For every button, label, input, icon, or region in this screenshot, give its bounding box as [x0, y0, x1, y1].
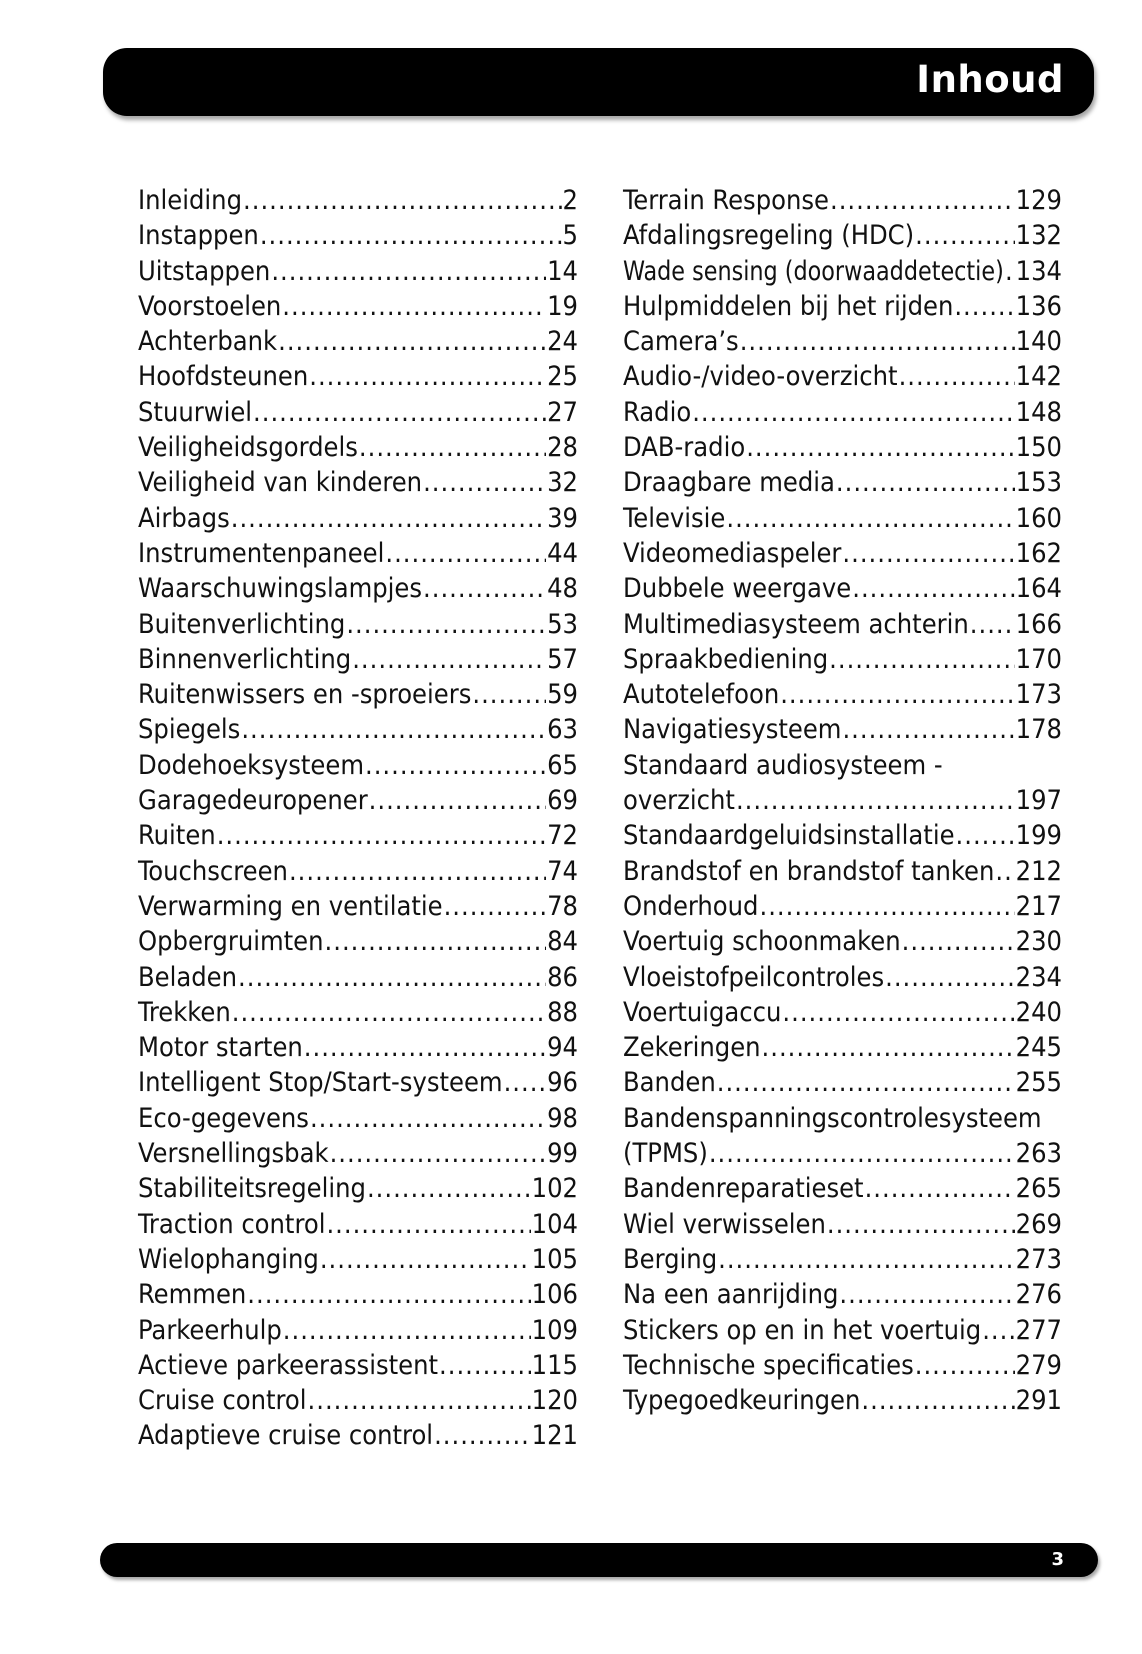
- toc-dot-leader: [346, 607, 546, 642]
- toc-entry[interactable]: [138, 1030, 578, 1065]
- toc-dot-leader: [308, 1383, 531, 1418]
- toc-entry-title: Opbergruimten: [138, 926, 324, 958]
- toc-entry-title: Camera’s: [623, 326, 739, 358]
- toc-entry-title: Hoofdsteunen: [138, 361, 309, 393]
- toc-right-column: [623, 183, 1062, 1418]
- toc-dot-leader: [217, 818, 546, 853]
- toc-entry-page: 59: [547, 679, 578, 711]
- toc-entry-title: Draagbare media: [623, 467, 835, 499]
- toc-entry-title: Terrain Response: [623, 185, 829, 216]
- toc-entry-title: Autotelefoon: [623, 679, 780, 711]
- toc-entry-title: Actieve parkeerassistent: [138, 1349, 439, 1381]
- toc-entry[interactable]: [138, 465, 578, 500]
- toc-entry[interactable]: [138, 854, 578, 889]
- toc-entry-title: Brandstof en brandstof tanken: [623, 855, 995, 887]
- toc-dot-leader: [899, 359, 1015, 394]
- toc-entry-title: Cruise control: [138, 1385, 307, 1417]
- toc-entry[interactable]: [138, 783, 578, 818]
- toc-dot-leader: [995, 854, 1014, 889]
- toc-entry[interactable]: [138, 748, 578, 783]
- toc-entry-title: Wade sensing (doorwaaddetectie): [623, 255, 1004, 287]
- toc-dot-leader: [330, 1136, 547, 1171]
- toc-entry[interactable]: [623, 995, 1062, 1030]
- toc-dot-leader: [709, 1136, 1015, 1171]
- toc-entry-page: 94: [547, 1032, 578, 1064]
- toc-entry-page: 99: [547, 1138, 578, 1170]
- toc-entry[interactable]: [623, 1242, 1062, 1277]
- toc-entry[interactable]: [138, 1348, 578, 1383]
- toc-entry-page: 2: [562, 185, 578, 216]
- toc-dot-leader: [842, 712, 1014, 747]
- toc-entry-title: Typegoedkeuringen: [623, 1385, 861, 1417]
- toc-entry-page: 212: [1015, 855, 1062, 887]
- toc-entry-title: Hulpmiddelen bij het rijden: [623, 290, 954, 322]
- toc-dot-leader: [310, 1101, 546, 1136]
- toc-entry[interactable]: [623, 1136, 1062, 1171]
- toc-entry[interactable]: [138, 960, 578, 995]
- toc-dot-leader: [423, 465, 546, 500]
- toc-entry-page: 178: [1015, 714, 1062, 746]
- toc-entry[interactable]: [623, 889, 1062, 924]
- toc-dot-leader: [253, 395, 546, 430]
- toc-entry[interactable]: [138, 1171, 578, 1206]
- toc-entry[interactable]: [138, 395, 578, 430]
- toc-dot-leader: [780, 677, 1014, 712]
- header-bar: [103, 48, 1094, 116]
- toc-entry-title: Videomediaspeler: [623, 537, 842, 569]
- toc-entry-page: 88: [547, 996, 578, 1028]
- toc-entry-page: 245: [1015, 1032, 1062, 1064]
- toc-dot-leader: [829, 642, 1015, 677]
- toc-entry-page: 153: [1015, 467, 1062, 499]
- toc-entry[interactable]: [623, 395, 1062, 430]
- toc-dot-leader: [915, 218, 1015, 253]
- toc-entry[interactable]: [623, 465, 1062, 500]
- toc-entry-page: 32: [547, 467, 578, 499]
- toc-entry[interactable]: [623, 536, 1062, 571]
- toc-entry[interactable]: [138, 818, 578, 853]
- toc-entry-title: Navigatiesysteem: [623, 714, 842, 746]
- toc-entry[interactable]: [138, 183, 578, 218]
- toc-entry-page: 14: [547, 255, 578, 287]
- toc-entry-page: 5: [562, 220, 578, 252]
- toc-entry[interactable]: [623, 218, 1062, 253]
- toc-entry-title: Touchscreen: [138, 855, 288, 887]
- toc-entry[interactable]: [623, 783, 1062, 818]
- toc-dot-leader: [326, 1207, 530, 1242]
- toc-entry-title: Uitstappen: [138, 255, 271, 287]
- toc-entry-page: 129: [1015, 185, 1062, 216]
- toc-entry-page: 115: [531, 1349, 578, 1381]
- toc-entry[interactable]: [138, 218, 578, 253]
- toc-dot-leader: [352, 642, 546, 677]
- toc-entry-title: Berging: [623, 1243, 718, 1275]
- toc-entry-page: 230: [1015, 926, 1062, 958]
- toc-entry-title: Wielophanging: [138, 1243, 319, 1275]
- toc-entry-page: 148: [1015, 396, 1062, 428]
- toc-entry-page: 255: [1015, 1067, 1062, 1099]
- toc-dot-leader: [472, 677, 546, 712]
- page-title: Inhoud: [916, 58, 1064, 101]
- toc-entry-title: Trekken: [138, 996, 231, 1028]
- toc-entry[interactable]: [623, 324, 1062, 359]
- toc-entry-page: 273: [1015, 1243, 1062, 1275]
- toc-entry-page: 217: [1015, 890, 1062, 922]
- toc-entry[interactable]: [138, 324, 578, 359]
- toc-entry-page: 72: [547, 820, 578, 852]
- toc-entry-page: 240: [1015, 996, 1062, 1028]
- toc-entry-title: Adaptieve cruise control: [138, 1420, 434, 1452]
- toc-entry-page: 104: [531, 1208, 578, 1240]
- toc-entry-title: Standaard audiosysteem -: [623, 749, 943, 781]
- toc-entry-page: 140: [1015, 326, 1062, 358]
- toc-dot-leader: [865, 1171, 1015, 1206]
- toc-entry[interactable]: [138, 501, 578, 536]
- toc-entry[interactable]: [138, 536, 578, 571]
- toc-entry[interactable]: [138, 1136, 578, 1171]
- toc-entry[interactable]: [623, 818, 1062, 853]
- toc-entry-page: 98: [547, 1102, 578, 1134]
- toc-entry-page: 234: [1015, 961, 1062, 993]
- toc-entry[interactable]: [623, 1348, 1062, 1383]
- toc-dot-leader: [782, 995, 1014, 1030]
- toc-dot-leader: [309, 359, 546, 394]
- toc-dot-leader: [385, 536, 546, 571]
- toc-dot-leader: [717, 1065, 1015, 1100]
- toc-entry-page: 28: [547, 432, 578, 464]
- toc-entry-page: 86: [547, 961, 578, 993]
- toc-entry-title: Remmen: [138, 1279, 247, 1311]
- toc-entry[interactable]: [138, 642, 578, 677]
- toc-entry-title: Versnellingsbak: [138, 1138, 329, 1170]
- toc-entry-page: 160: [1015, 502, 1062, 534]
- toc-entry[interactable]: [623, 1313, 1062, 1348]
- toc-entry-title: Veiligheid van kinderen: [138, 467, 423, 499]
- toc-entry-title: Inleiding: [138, 185, 243, 216]
- toc-entry[interactable]: [138, 677, 578, 712]
- toc-dot-leader: [260, 218, 562, 253]
- toc-entry[interactable]: [138, 712, 578, 747]
- toc-entry-title: Veiligheidsgordels: [138, 432, 358, 464]
- toc-dot-leader: [320, 1242, 531, 1277]
- toc-entry[interactable]: [138, 1101, 578, 1136]
- toc-entry-title: Voorstoelen: [138, 290, 282, 322]
- toc-entry[interactable]: [623, 1207, 1062, 1242]
- toc-entry[interactable]: [138, 571, 578, 606]
- toc-dot-leader: [861, 1383, 1014, 1418]
- toc-entry-title: Standaardgeluidsinstallatie: [623, 820, 955, 852]
- toc-entry[interactable]: [623, 183, 1062, 218]
- toc-entry-title: Dodehoeksysteem: [138, 749, 364, 781]
- toc-entry-page: 24: [547, 326, 578, 358]
- toc-entry[interactable]: [623, 254, 1062, 289]
- toc-entry[interactable]: [138, 430, 578, 465]
- toc-entry-title: Televisie: [623, 502, 726, 534]
- toc-entry[interactable]: [623, 1065, 1062, 1100]
- toc-entry-page: 170: [1015, 643, 1062, 675]
- toc-entry[interactable]: [138, 1383, 578, 1418]
- toc-entry[interactable]: [138, 1242, 578, 1277]
- toc-dot-leader: [827, 1207, 1015, 1242]
- toc-entry-page: 53: [547, 608, 578, 640]
- toc-entry-title: Traction control: [138, 1208, 326, 1240]
- toc-dot-leader: [282, 289, 546, 324]
- toc-entry-page: 291: [1015, 1385, 1062, 1417]
- toc-entry[interactable]: [623, 1101, 1062, 1136]
- toc-dot-leader: [238, 960, 546, 995]
- toc-dot-leader: [278, 324, 546, 359]
- toc-entry-title: Stuurwiel: [138, 396, 253, 428]
- toc-entry[interactable]: [623, 359, 1062, 394]
- toc-entry-title: Spiegels: [138, 714, 241, 746]
- toc-entry[interactable]: [138, 1277, 578, 1312]
- toc-entry[interactable]: [138, 889, 578, 924]
- toc-dot-leader: [982, 1313, 1014, 1348]
- toc-dot-leader: [830, 183, 1015, 218]
- toc-entry-title: Zekeringen: [623, 1032, 761, 1064]
- toc-entry-page: 109: [531, 1314, 578, 1346]
- toc-dot-leader: [885, 960, 1015, 995]
- toc-entry-page: 84: [547, 926, 578, 958]
- toc-dot-leader: [271, 254, 546, 289]
- toc-dot-leader: [954, 289, 1014, 324]
- toc-entry-page: 44: [547, 537, 578, 569]
- toc-entry[interactable]: [623, 924, 1062, 959]
- toc-entry-page: 39: [547, 502, 578, 534]
- page-number: 3: [1051, 1549, 1064, 1570]
- toc-dot-leader: [365, 748, 546, 783]
- toc-entry-page: 57: [547, 643, 578, 675]
- toc-entry-title: Vloeistofpeilcontroles: [623, 961, 885, 993]
- toc-entry[interactable]: [138, 1313, 578, 1348]
- toc-entry-page: 263: [1015, 1138, 1062, 1170]
- toc-dot-leader: [726, 501, 1014, 536]
- toc-entry-title: Stickers op en in het voertuig: [623, 1314, 982, 1346]
- toc-dot-leader: [759, 889, 1014, 924]
- toc-entry[interactable]: [138, 1065, 578, 1100]
- toc-entry-page: 63: [547, 714, 578, 746]
- toc-entry-title: Bandenreparatieset: [623, 1173, 864, 1205]
- toc-dot-leader: [692, 395, 1014, 430]
- toc-entry-title: Radio: [623, 396, 692, 428]
- toc-entry-page: 279: [1015, 1349, 1062, 1381]
- toc-entry-title: Multimediasysteem achterin: [623, 608, 969, 640]
- toc-entry[interactable]: [623, 1383, 1062, 1418]
- toc-entry-page: 105: [531, 1243, 578, 1275]
- toc-entry-page: 265: [1015, 1173, 1062, 1205]
- toc-entry[interactable]: [623, 1171, 1062, 1206]
- toc-entry-page: 162: [1015, 537, 1062, 569]
- toc-entry-title: Parkeerhulp: [138, 1314, 282, 1346]
- toc-dot-leader: [325, 924, 547, 959]
- toc-entry[interactable]: [623, 854, 1062, 889]
- toc-entry[interactable]: [623, 712, 1062, 747]
- toc-entry-page: 78: [547, 890, 578, 922]
- toc-entry[interactable]: [623, 1030, 1062, 1065]
- toc-entry-page: 48: [547, 573, 578, 605]
- toc-dot-leader: [232, 995, 546, 1030]
- toc-dot-leader: [842, 536, 1014, 571]
- toc-entry[interactable]: [623, 289, 1062, 324]
- toc-entry-title: Beladen: [138, 961, 238, 993]
- toc-dot-leader: [902, 924, 1015, 959]
- toc-entry-title: (TPMS): [623, 1138, 708, 1170]
- toc-entry-page: 69: [547, 785, 578, 817]
- toc-entry-title: Verwarming en ventilatie: [138, 890, 443, 922]
- toc-entry[interactable]: [623, 501, 1062, 536]
- toc-entry[interactable]: [623, 748, 1062, 783]
- toc-dot-leader: [718, 1242, 1015, 1277]
- toc-left-column: [138, 183, 578, 1454]
- toc-dot-leader: [762, 1030, 1015, 1065]
- toc-entry-page: 96: [547, 1067, 578, 1099]
- toc-dot-leader: [444, 889, 547, 924]
- toc-entry-page: 25: [547, 361, 578, 393]
- toc-entry-title: DAB-radio: [623, 432, 746, 464]
- toc-entry-title: Eco-gegevens: [138, 1102, 309, 1134]
- toc-entry[interactable]: [138, 254, 578, 289]
- toc-entry-page: 173: [1015, 679, 1062, 711]
- toc-entry-page: 132: [1015, 220, 1062, 252]
- toc-dot-leader: [289, 854, 546, 889]
- toc-entry-title: Voertuig schoonmaken: [623, 926, 901, 958]
- toc-dot-leader: [304, 1030, 546, 1065]
- toc-entry-page: 121: [531, 1420, 578, 1452]
- toc-entry-title: overzicht: [623, 785, 735, 817]
- toc-entry-page: 164: [1015, 573, 1062, 605]
- toc-entry-title: Afdalingsregeling (HDC): [623, 220, 915, 252]
- toc-dot-leader: [915, 1348, 1015, 1383]
- toc-entry-page: 197: [1015, 785, 1062, 817]
- toc-dot-leader: [839, 1277, 1014, 1312]
- toc-entry-title: Instappen: [138, 220, 259, 252]
- toc-entry-title: Instrumentenpaneel: [138, 537, 385, 569]
- toc-dot-leader: [504, 1065, 547, 1100]
- toc-entry[interactable]: [138, 359, 578, 394]
- toc-entry[interactable]: [138, 1418, 578, 1453]
- toc-entry[interactable]: [623, 430, 1062, 465]
- toc-dot-leader: [836, 465, 1015, 500]
- toc-entry-page: 120: [531, 1385, 578, 1417]
- toc-dot-leader: [970, 607, 1015, 642]
- footer-bar: [100, 1543, 1098, 1577]
- toc-entry-title: Achterbank: [138, 326, 278, 358]
- toc-dot-leader: [439, 1348, 531, 1383]
- toc-entry-title: Buitenverlichting: [138, 608, 346, 640]
- toc-entry-page: 269: [1015, 1208, 1062, 1240]
- toc-entry-page: 150: [1015, 432, 1062, 464]
- toc-entry-page: 276: [1015, 1279, 1062, 1311]
- toc-entry-page: 19: [547, 290, 578, 322]
- toc-dot-leader: [247, 1277, 530, 1312]
- toc-entry[interactable]: [138, 995, 578, 1030]
- toc-entry-page: 65: [547, 749, 578, 781]
- toc-entry-title: Ruiten: [138, 820, 216, 852]
- toc-entry-page: 277: [1015, 1314, 1062, 1346]
- toc-dot-leader: [423, 571, 546, 606]
- toc-dot-leader: [369, 783, 546, 818]
- toc-entry-title: Motor starten: [138, 1032, 303, 1064]
- toc-dot-leader: [852, 571, 1014, 606]
- toc-entry-title: Wiel verwisselen: [623, 1208, 826, 1240]
- toc-entry-page: 136: [1015, 290, 1062, 322]
- toc-dot-leader: [243, 183, 562, 218]
- toc-entry[interactable]: [138, 289, 578, 324]
- toc-entry-title: Stabiliteitsregeling: [138, 1173, 366, 1205]
- toc-dot-leader: [746, 430, 1014, 465]
- toc-entry[interactable]: [138, 1207, 578, 1242]
- toc-entry-page: 142: [1015, 361, 1062, 393]
- toc-entry-page: 166: [1015, 608, 1062, 640]
- toc-entry-title: Onderhoud: [623, 890, 759, 922]
- toc-dot-leader: [1005, 254, 1015, 289]
- toc-dot-leader: [956, 818, 1015, 853]
- toc-entry-title: Airbags: [138, 502, 230, 534]
- toc-entry-page: 199: [1015, 820, 1062, 852]
- toc-entry[interactable]: [623, 677, 1062, 712]
- toc-dot-leader: [359, 430, 546, 465]
- toc-dot-leader: [241, 712, 546, 747]
- toc-dot-leader: [740, 324, 1015, 359]
- toc-entry[interactable]: [623, 607, 1062, 642]
- toc-entry-page: 134: [1015, 255, 1062, 287]
- toc-entry-title: Intelligent Stop/Start-systeem: [138, 1067, 503, 1099]
- toc-dot-leader: [231, 501, 546, 536]
- toc-dot-leader: [434, 1418, 531, 1453]
- toc-entry[interactable]: [623, 1277, 1062, 1312]
- toc-entry[interactable]: [623, 571, 1062, 606]
- toc-entry-title: Bandenspanningscontrolesysteem: [623, 1102, 1042, 1134]
- toc-entry[interactable]: [623, 642, 1062, 677]
- toc-entry-title: Dubbele weergave: [623, 573, 852, 605]
- toc-entry[interactable]: [138, 924, 578, 959]
- toc-entry-title: Audio-/video-overzicht: [623, 361, 898, 393]
- toc-entry-title: Garagedeuropener: [138, 785, 368, 817]
- toc-entry-page: 102: [531, 1173, 578, 1205]
- toc-dot-leader: [367, 1171, 531, 1206]
- toc-entry-title: Voertuigaccu: [623, 996, 782, 1028]
- toc-entry-title: Waarschuwingslampjes: [138, 573, 423, 605]
- toc-entry[interactable]: [138, 607, 578, 642]
- toc-entry-title: Ruitenwissers en -sproeiers: [138, 679, 472, 711]
- toc-entry-title: Na een aanrijding: [623, 1279, 839, 1311]
- toc-entry-page: 74: [547, 855, 578, 887]
- toc-entry[interactable]: [623, 960, 1062, 995]
- toc-dot-leader: [736, 783, 1015, 818]
- toc-entry-title: Binnenverlichting: [138, 643, 352, 675]
- toc-dot-leader: [283, 1313, 531, 1348]
- toc-entry-title: Spraakbediening: [623, 643, 829, 675]
- toc-entry-page: 106: [531, 1279, 578, 1311]
- toc-entry-title: Banden: [623, 1067, 716, 1099]
- toc-entry-title: Technische specificaties: [623, 1349, 914, 1381]
- toc-entry-page: 27: [547, 396, 578, 428]
